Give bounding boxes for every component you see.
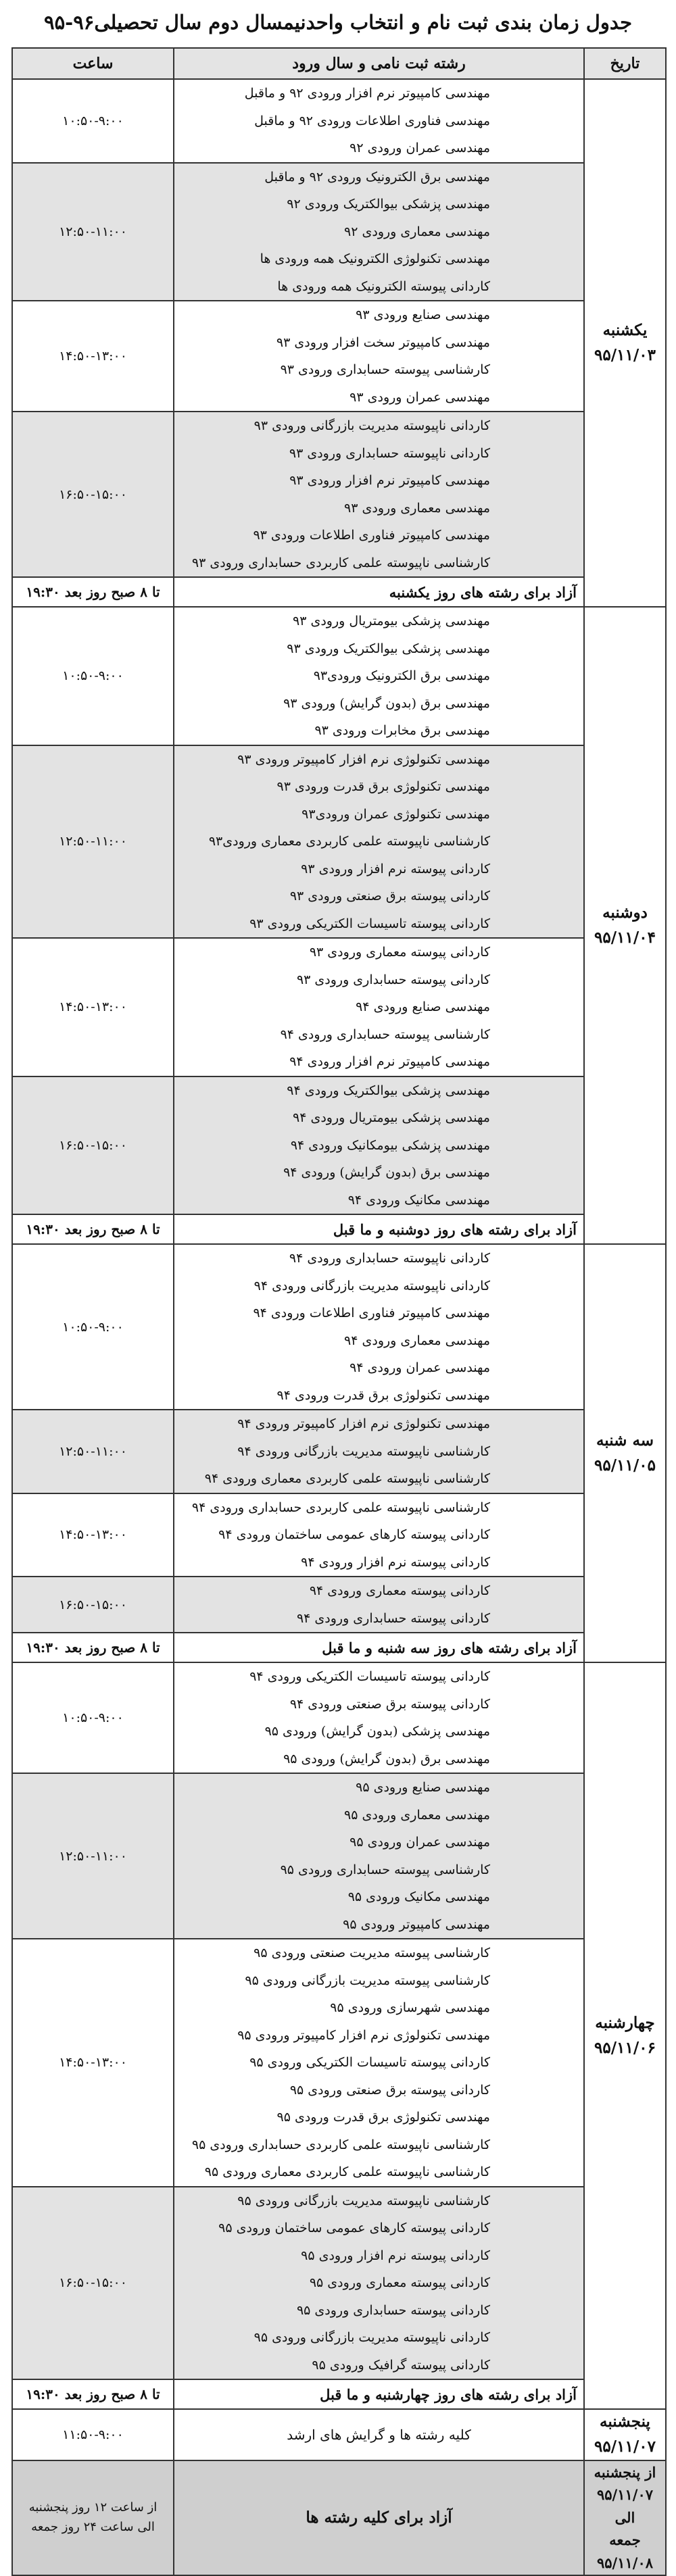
time-slot: ۱۴:۵۰-۱۳:۰۰	[12, 301, 174, 412]
program-item: کاردانی پیوسته معماری ورودی ۹۳	[309, 945, 490, 960]
day-name: سه شنبه	[596, 1431, 654, 1450]
programs-cell	[174, 2409, 584, 2460]
program-item: مهندسی مکانیک ورودی ۹۴	[347, 1192, 490, 1208]
program-item: کاردانی ناپیوسته مدیریت بازرگانی ورودی ۹۳	[254, 418, 490, 433]
program-item: کاردانی پیوسته کارهای عمومی ساختمان ورودی ۹۵	[218, 2221, 490, 2235]
program-item: کاردانی پیوسته تاسیسات الکتریکی ورودی ۹۵	[249, 2055, 490, 2070]
schedule-row	[12, 2187, 666, 2380]
program-item: مهندسی تکنولوژی نرم افزار کامپیوتر ورودی ۹۵	[237, 2027, 490, 2043]
schedule-row	[12, 1244, 666, 1410]
programs-cell	[174, 938, 584, 1076]
program-item: کارشناسی ناپیوسته علمی کاربردی حسابداری ورودی ۹۳	[191, 555, 490, 570]
time-slot: ۱۶:۵۰-۱۵:۰۰	[12, 1577, 174, 1633]
program-item: مهندسی معماری ورودی ۹۵	[344, 1807, 490, 1823]
time-slot: ۱۲:۵۰-۱۱:۰۰	[12, 745, 174, 939]
program-item: مهندسی کامپیوتر فناوری اطلاعات ورودی ۹۴	[253, 1306, 490, 1320]
time-slot: ۱۴:۵۰-۱۳:۰۰	[12, 1493, 174, 1577]
program-item: کارشناسی ناپیوسته علمی کاربردی حسابداری ورودی ۹۵	[191, 2137, 490, 2152]
program-item: مهندسی مکانیک ورودی ۹۵	[347, 1889, 490, 1904]
free-row	[12, 577, 666, 607]
program-item: کاردانی پیوسته حسابداری ورودی ۹۵	[296, 2302, 490, 2318]
program-item: کاردانی پیوسته نرم افزار ورودی ۹۵	[301, 2248, 490, 2263]
program-item: مهندسی تکنولوژی نرم افزار کامپیوتر ورودی ۹۳	[237, 751, 490, 767]
free-text: آزاد برای رشته های روز سه شنبه و ما قبل	[174, 1633, 584, 1662]
program-item: مهندسی تکنولوژی الکترونیک همه ورودی ها	[260, 251, 490, 266]
program-item: مهندسی عمران ورودی ۹۳	[349, 389, 490, 405]
program-item: کارشناسی ناپیوسته مدیریت بازرگانی ورودی ۹۵	[237, 2193, 490, 2208]
time-slot: ۱۶:۵۰-۱۵:۰۰	[12, 1076, 174, 1215]
program-item: مهندسی برق مخابرات ورودی ۹۳	[314, 723, 490, 738]
program-item: مهندسی صنایع ورودی ۹۳	[356, 307, 490, 322]
program-item: مهندسی تکنولوژی عمران ورودی۹۳	[301, 806, 490, 822]
schedule-row	[12, 1076, 666, 1215]
header-program: رشته ثبت نامی و سال ورود	[174, 48, 584, 79]
programs-cell	[174, 1773, 584, 1939]
final-date-cell	[584, 2460, 666, 2575]
program-item: مهندسی پزشکی بیومکانیک ورودی ۹۴	[290, 1137, 490, 1153]
time-slot: ۱۰:۵۰-۹:۰۰	[12, 1662, 174, 1773]
table-header-row	[12, 48, 666, 79]
time-slot: ۱۰:۵۰-۹:۰۰	[12, 607, 174, 745]
program-item: کاردانی پیوسته نرم افزار ورودی ۹۳	[301, 861, 490, 876]
program-item: کارشناسی پیوسته مدیریت بازرگانی ورودی ۹۵	[245, 1973, 490, 1988]
time-slot: ۱۰:۵۰-۹:۰۰	[12, 79, 174, 163]
final-row	[12, 2460, 666, 2575]
schedule-row	[12, 1577, 666, 1633]
program-item: کاردانی پیوسته برق صنعتی ورودی ۹۴	[289, 1696, 490, 1712]
program-item: مهندسی تکنولوژی نرم افزار کامپیوتر ورودی ۹۴	[237, 1416, 490, 1431]
schedule-row	[12, 301, 666, 412]
program-item: مهندسی تکنولوژی برق قدرت ورودی ۹۵	[276, 2110, 490, 2125]
program-item: مهندسی معماری ورودی ۹۲	[344, 224, 490, 239]
programs-cell	[174, 1493, 584, 1577]
time-slot: ۱۱:۵۰-۹:۰۰	[12, 2409, 174, 2460]
program-item: کاردانی پیوسته گرافیک ورودی ۹۵	[312, 2357, 490, 2373]
schedule-row	[12, 412, 666, 577]
day-name: چهارشنبه	[595, 2013, 655, 2032]
thursday-row	[12, 2409, 666, 2460]
free-text: آزاد برای رشته های روز یکشنبه	[174, 577, 584, 607]
program-item: کاردانی پیوسته برق صنعتی ورودی ۹۳	[289, 889, 490, 903]
free-time: ۱۹:۳۰ تا ۸ صبح روز بعد	[12, 1214, 174, 1244]
time-slot: ۱۰:۵۰-۹:۰۰	[12, 1244, 174, 1410]
program-item: مهندسی عمران ورودی ۹۲	[349, 141, 490, 155]
day-cell	[584, 607, 666, 1244]
program-item: کاردانی پیوسته معماری ورودی ۹۵	[309, 2275, 490, 2290]
program-item: کارشناسی ناپیوسته علمی کاربردی معماری ورودی ۹۵	[204, 2164, 490, 2179]
program-item: مهندسی پزشکی بیوالکتریک ورودی ۹۳	[287, 641, 490, 656]
program-item: مهندسی تکنولوژی برق قدرت ورودی ۹۴	[276, 1387, 490, 1403]
program-item: مهندسی صنایع ورودی ۹۴	[356, 999, 490, 1014]
free-text: آزاد برای رشته های روز چهارشنبه و ما قبل	[174, 2379, 584, 2409]
program-item: کاردانی پیوسته کارهای عمومی ساختمان ورودی ۹۴	[218, 1527, 490, 1542]
time-slot: ۱۲:۵۰-۱۱:۰۰	[12, 1773, 174, 1939]
programs-cell	[174, 301, 584, 412]
program-item: مهندسی پزشکی بیوالکتریک ورودی ۹۲	[287, 197, 490, 212]
schedule-body	[12, 79, 666, 2575]
program-item: مهندسی تکنولوژی برق قدرت ورودی ۹۳	[276, 779, 490, 794]
programs-cell	[174, 2187, 584, 2380]
free-row	[12, 2379, 666, 2409]
program-item: کاردانی ناپیوسته حسابداری ورودی ۹۴	[289, 1251, 490, 1266]
program-item: مهندسی فناوری اطلاعات ورودی ۹۲ و ماقبل	[254, 113, 490, 128]
programs-cell	[174, 1662, 584, 1773]
programs-cell	[174, 1577, 584, 1633]
program-item: کارشناسی پیوسته حسابداری ورودی ۹۵	[280, 1862, 490, 1877]
program-item: کاردانی پیوسته معماری ورودی ۹۴	[309, 1583, 490, 1598]
program-item: مهندسی پزشکی بیومتریال ورودی ۹۳	[293, 614, 490, 628]
schedule-row	[12, 1939, 666, 2187]
schedule-row	[12, 79, 666, 163]
day-name: پنجشنبه	[600, 2412, 650, 2431]
day-cell	[584, 1244, 666, 1662]
day-cell	[584, 79, 666, 607]
schedule-row	[12, 1662, 666, 1773]
schedule-table	[11, 47, 667, 2576]
free-time: ۱۹:۳۰ تا ۸ صبح روز بعد	[12, 2379, 174, 2409]
day-cell	[584, 2409, 666, 2460]
final-time-line1: از ساعت ۱۲ روز پنجشنبه	[28, 2500, 158, 2515]
program-item: مهندسی شهرسازی ورودی ۹۵	[330, 2000, 490, 2015]
page-title: جدول زمان بندی ثبت نام و انتخاب واحدنیمسال دوم سال تحصیلی۹۶-۹۵	[44, 11, 632, 34]
program-item: کارشناسی ناپیوسته علمی کاربردی حسابداری ورودی ۹۴	[191, 1500, 490, 1515]
final-date-line3: جمعه ۹۵/۱۱/۰۸	[596, 2531, 653, 2571]
programs-cell	[174, 412, 584, 577]
program-item: مهندسی کامپیوتر نرم افزار ورودی ۹۴	[289, 1054, 490, 1069]
free-time: ۱۹:۳۰ تا ۸ صبح روز بعد	[12, 1633, 174, 1662]
program-item: مهندسی عمران ورودی ۹۴	[349, 1360, 490, 1375]
programs-cell	[174, 607, 584, 745]
schedule-row	[12, 1773, 666, 1939]
time-slot: ۱۴:۵۰-۱۳:۰۰	[12, 1939, 174, 2187]
program-item: کاردانی پیوسته حسابداری ورودی ۹۳	[296, 972, 490, 987]
day-name: دوشنبه	[602, 903, 648, 922]
program-item: کاردانی ناپیوسته حسابداری ورودی ۹۳	[289, 445, 490, 461]
programs-cell	[174, 1939, 584, 2187]
program-item: کارشناسی ناپیوسته علمی کاربردی معماری ورودی ۹۴	[204, 1471, 490, 1486]
program-item: مهندسی معماری ورودی ۹۴	[344, 1333, 490, 1348]
program-item: مهندسی برق الکترونیک ورودی ۹۲ و ماقبل	[264, 169, 490, 184]
day-date: ۹۵/۱۱/۰۴	[594, 928, 656, 947]
program-item: مهندسی پزشکی (بدون گرایش) ورودی ۹۵	[264, 1724, 490, 1739]
programs-cell	[174, 79, 584, 163]
program-item: مهندسی پزشکی بیومتریال ورودی ۹۴	[293, 1110, 490, 1125]
programs-cell	[174, 1244, 584, 1410]
day-date: ۹۵/۱۱/۰۶	[594, 2038, 656, 2057]
time-slot: ۱۲:۵۰-۱۱:۰۰	[12, 1410, 174, 1493]
programs-cell	[174, 1410, 584, 1493]
day-date: ۹۵/۱۱/۰۳	[594, 345, 656, 364]
programs-cell	[174, 163, 584, 301]
header-date: تاریخ	[584, 48, 666, 79]
day-date: ۹۵/۱۱/۰۵	[594, 1456, 656, 1475]
program-item: مهندسی کامپیوتر نرم افزار ورودی ۹۲ و ماقبل	[244, 86, 490, 101]
program-item: کاردانی پیوسته نرم افزار ورودی ۹۴	[301, 1554, 490, 1570]
final-date-line2: ۹۵/۱۱/۰۷ الی	[596, 2486, 653, 2526]
program-item: کاردانی ناپیوسته مدیریت بازرگانی ورودی ۹۵	[254, 2330, 490, 2345]
program-item: مهندسی کامپیوتر سخت افزار ورودی ۹۳	[276, 335, 490, 350]
program-item: مهندسی برق (بدون گرایش) ورودی ۹۳	[283, 695, 490, 711]
free-row	[12, 1214, 666, 1244]
final-time-line2: الی ساعت ۲۴ روز جمعه	[31, 2519, 155, 2534]
program-item: مهندسی عمران ورودی ۹۵	[349, 1835, 490, 1850]
program-item: کارشناسی پیوسته حسابداری ورودی ۹۳	[280, 362, 490, 377]
schedule-row	[12, 745, 666, 939]
header-time: ساعت	[12, 48, 174, 79]
program-item: کاردانی پیوسته برق صنعتی ورودی ۹۵	[289, 2082, 490, 2098]
program-item: کاردانی پیوسته تاسیسات الکتریکی ورودی ۹۳	[249, 916, 490, 931]
programs-cell	[174, 1076, 584, 1215]
program-item: مهندسی برق (بدون گرایش) ورودی ۹۵	[283, 1751, 490, 1766]
program-item: کاردانی ناپیوسته مدیریت بازرگانی ورودی ۹۴	[254, 1278, 490, 1293]
program-item: کاردانی پیوسته الکترونیک همه ورودی ها	[277, 278, 490, 294]
time-slot: ۱۶:۵۰-۱۵:۰۰	[12, 2187, 174, 2380]
final-date-line1: از پنجشنبه	[594, 2463, 656, 2481]
program-item: کارشناسی پیوسته مدیریت صنعتی ورودی ۹۵	[254, 1946, 490, 1960]
program-item: کلیه رشته ها و گرایش های ارشد	[287, 2426, 471, 2443]
day-name: یکشنبه	[602, 320, 648, 339]
program-item: کارشناسی ناپیوسته علمی کاربردی معماری ورودی۹۳	[208, 834, 490, 849]
programs-cell	[174, 745, 584, 939]
schedule-row	[12, 163, 666, 301]
schedule-row	[12, 607, 666, 745]
free-time: ۱۹:۳۰ تا ۸ صبح روز بعد	[12, 577, 174, 607]
time-slot: ۱۶:۵۰-۱۵:۰۰	[12, 412, 174, 577]
free-text: آزاد برای رشته های روز دوشنبه و ما قبل	[174, 1214, 584, 1244]
program-item: مهندسی برق (بدون گرایش) ورودی ۹۴	[283, 1165, 490, 1180]
schedule-row	[12, 1493, 666, 1577]
program-item: مهندسی صنایع ورودی ۹۵	[356, 1780, 490, 1795]
time-slot: ۱۴:۵۰-۱۳:۰۰	[12, 938, 174, 1076]
program-item: کاردانی پیوسته تاسیسات الکتریکی ورودی ۹۴	[249, 1669, 490, 1684]
day-cell	[584, 1662, 666, 2409]
program-item: مهندسی کامپیوتر فناوری اطلاعات ورودی ۹۳	[253, 528, 490, 543]
final-time-cell	[12, 2460, 174, 2575]
program-item: کاردانی پیوسته حسابداری ورودی ۹۴	[296, 1610, 490, 1626]
program-item: کارشناسی ناپیوسته مدیریت بازرگانی ورودی ۹۴	[237, 1443, 490, 1459]
schedule-row	[12, 1410, 666, 1493]
final-program: آزاد برای کلیه رشته ها	[174, 2460, 584, 2575]
schedule-row	[12, 938, 666, 1076]
day-date: ۹۵/۱۱/۰۷	[594, 2437, 656, 2456]
program-item: مهندسی پزشکی بیوالکتریک ورودی ۹۴	[287, 1083, 490, 1098]
program-item: کارشناسی پیوسته حسابداری ورودی ۹۴	[280, 1026, 490, 1042]
program-item: مهندسی کامپیوتر نرم افزار ورودی ۹۳	[289, 473, 490, 488]
program-item: مهندسی برق الکترونیک ورودی۹۳	[313, 668, 490, 683]
free-row	[12, 1633, 666, 1662]
program-item: مهندسی معماری ورودی ۹۳	[344, 500, 490, 516]
time-slot: ۱۲:۵۰-۱۱:۰۰	[12, 163, 174, 301]
program-item: مهندسی کامپیوتر ورودی ۹۵	[343, 1916, 490, 1932]
